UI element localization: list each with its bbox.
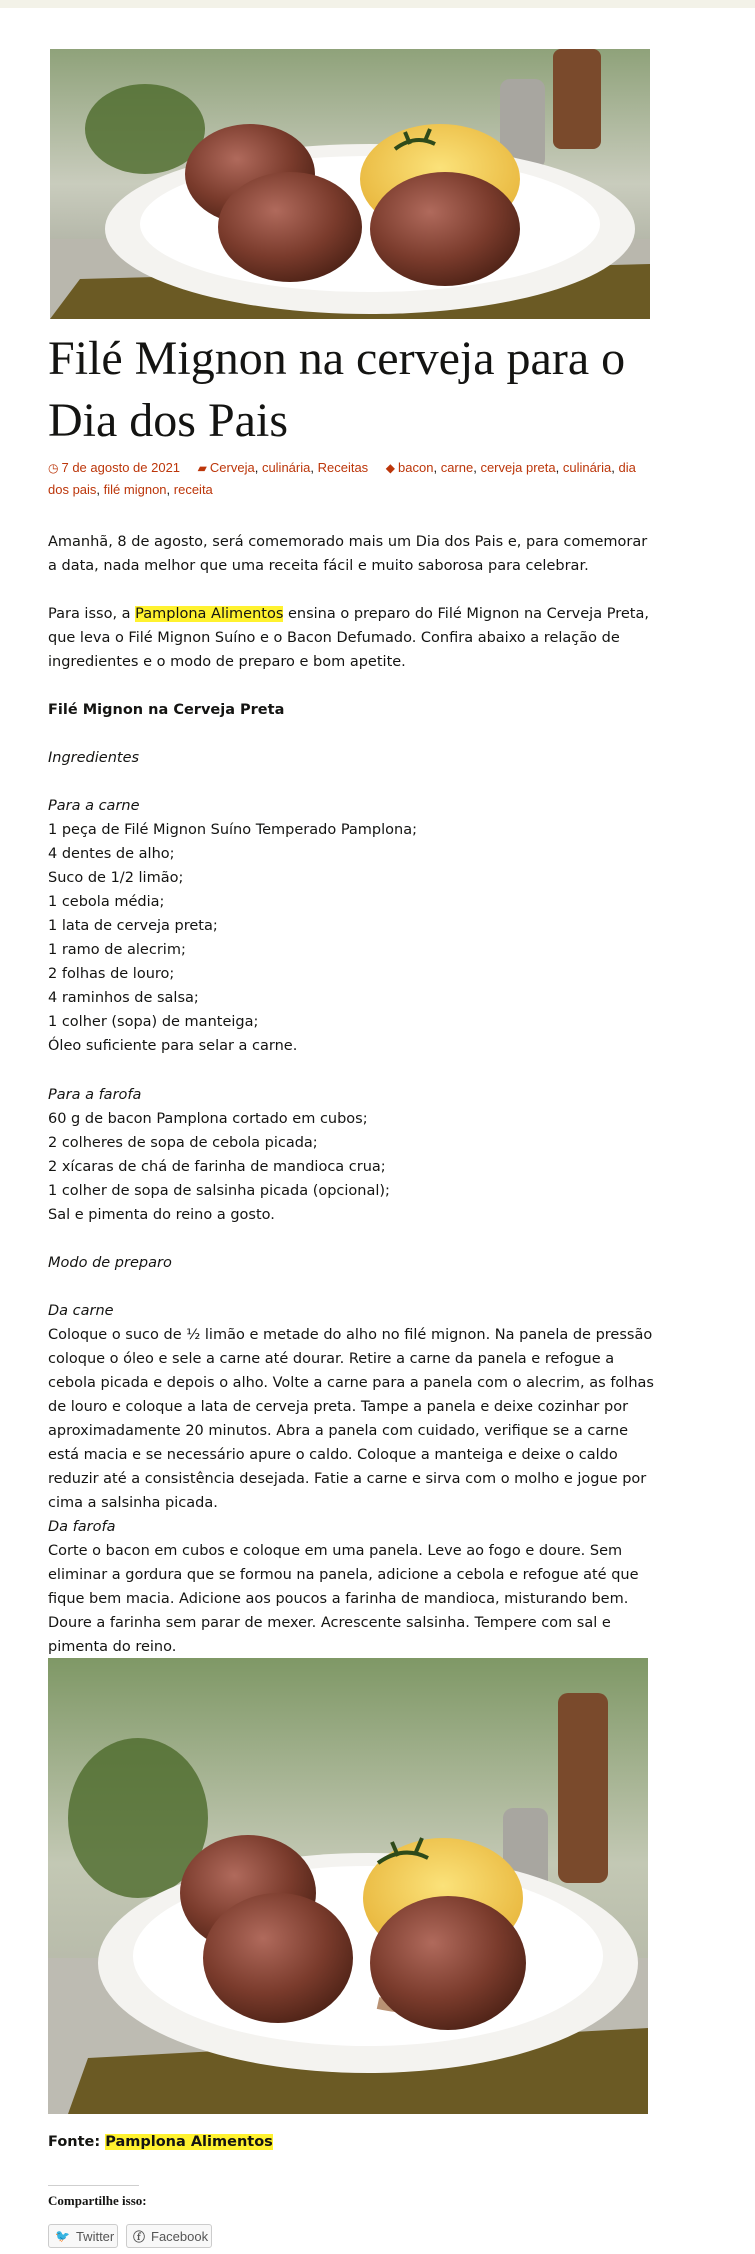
list-item: 60 g de bacon Pamplona cortado em cubos; bbox=[48, 1111, 368, 1127]
facebook-share-button[interactable] bbox=[126, 2224, 212, 2248]
tag-link[interactable]: culinária bbox=[562, 460, 612, 475]
pamplona-link[interactable]: Pamplona Alimentos bbox=[135, 606, 284, 622]
para2-text-rest: ensina o preparo do Filé Mignon na Cerveja Preta, que leva o Filé Mignon Suíno e o Bacon Defumado. Confira abaixo a relação de ingredientes e o modo de preparo e bom apetite. bbox=[48, 606, 649, 670]
twitter-icon: 🐦 bbox=[55, 2229, 70, 2243]
top-bar bbox=[0, 0, 755, 8]
post-title[interactable]: Filé Mignon na cerveja para o Dia dos Pais bbox=[48, 332, 626, 447]
share-title: Compartilhe isso: bbox=[48, 2193, 147, 2208]
list-item: 2 xícaras de chá de farinha de mandioca crua; bbox=[48, 1159, 386, 1175]
tag-icon: ◆ bbox=[385, 461, 396, 475]
tag-link[interactable]: receita bbox=[173, 482, 213, 497]
da-farofa-heading: Da farofa bbox=[48, 1519, 116, 1535]
list-item: 4 dentes de alho; bbox=[48, 846, 175, 862]
list-item: Sal e pimenta do reino a gosto. bbox=[48, 1207, 275, 1223]
farofa-heading: Para a farofa bbox=[48, 1087, 142, 1103]
list-item: 1 colher (sopa) de manteiga; bbox=[48, 1014, 259, 1030]
carne-heading: Para a carne bbox=[48, 798, 140, 814]
list-item: 1 ramo de alecrim; bbox=[48, 942, 186, 958]
fonte-link[interactable]: Pamplona Alimentos bbox=[105, 2134, 273, 2150]
list-item: 1 lata de cerveja preta; bbox=[48, 918, 218, 934]
recipe-image[interactable] bbox=[48, 1658, 648, 2114]
para2-text: Para isso, a bbox=[48, 606, 136, 622]
list-item: 4 raminhos de salsa; bbox=[48, 990, 199, 1006]
twitter-share-button[interactable] bbox=[48, 2224, 118, 2248]
carne-ingredients bbox=[48, 794, 658, 1058]
tag-link[interactable]: cerveja preta bbox=[480, 460, 556, 475]
da-carne-section bbox=[48, 1299, 658, 1515]
tag-link[interactable]: filé mignon bbox=[103, 482, 167, 497]
farofa-ingredients bbox=[48, 1083, 658, 1227]
post-date-link[interactable]: 7 de agosto de 2021 bbox=[61, 460, 181, 475]
modo-heading bbox=[48, 1251, 658, 1275]
da-farofa-text: Corte o bacon em cubos e coloque em uma panela. Leve ao fogo e doure. Sem eliminar a gordura que se formou na panela, adicione a cebola e refogue até que fique bem macia. Adicione aos poucos a farinha de mandioca, misturando bem. Doure a farinha sem parar de mexer. Acrescente salsinha. Tempere com sal e pimenta do reino. bbox=[48, 1543, 639, 1655]
intro-paragraph bbox=[48, 530, 658, 578]
category-link[interactable]: Receitas bbox=[317, 460, 369, 475]
recipe-title bbox=[48, 698, 658, 722]
da-farofa-section bbox=[48, 1515, 658, 1659]
list-item: 1 cebola média; bbox=[48, 894, 165, 910]
fonte-label: Fonte: bbox=[48, 2134, 101, 2150]
category-link[interactable]: Cerveja bbox=[209, 460, 255, 475]
recipe-title-text: Filé Mignon na Cerveja Preta bbox=[48, 702, 285, 718]
intro-text: Amanhã, 8 de agosto, será comemorado mais um Dia dos Pais e, para comemorar a data, nada melhor que uma receita fácil e muito saborosa para celebrar. bbox=[48, 534, 648, 574]
twitter-label: Twitter bbox=[75, 2228, 115, 2244]
list-item: 1 peça de Filé Mignon Suíno Temperado Pamplona; bbox=[48, 822, 417, 838]
list-item: Óleo suficiente para selar a carne. bbox=[48, 1038, 298, 1054]
list-item: Suco de 1/2 limão; bbox=[48, 870, 184, 886]
da-carne-heading: Da carne bbox=[48, 1303, 114, 1319]
tag-link[interactable]: dia dos pais bbox=[48, 460, 636, 497]
share-divider bbox=[48, 2185, 139, 2186]
fonte-line bbox=[48, 2130, 658, 2154]
folder-icon: ▰ bbox=[197, 461, 207, 475]
da-carne-text: Coloque o suco de ½ limão e metade do alho no filé mignon. Na panela de pressão coloque o óleo e sele a carne até dourar. Retire a carne da panela e refogue a cebola picada e depois o alho. Volte a carne para a panela com o alecrim, as folhas de louro e coloque a lata de cerveja preta. Tampe a panela e deixe cozinhar por aproximadamente 20 minutos. Abra a panela com cuidado, verifique se a carne está macia e se necessário apure o caldo. Coloque a manteiga e deixe o caldo reduzir até a consistência desejada. Fatie a carne e sirva com o molho e jogue por cima a salsinha picada. bbox=[48, 1327, 654, 1511]
category-link[interactable]: culinária bbox=[261, 460, 311, 475]
ingredients-heading-text: Ingredientes bbox=[48, 750, 140, 766]
facebook-label: Facebook bbox=[151, 2228, 209, 2244]
tag-link[interactable]: carne bbox=[440, 460, 474, 475]
list-item: 2 folhas de louro; bbox=[48, 966, 175, 982]
clock-icon: ◷ bbox=[48, 461, 59, 475]
featured-image[interactable] bbox=[50, 49, 650, 319]
ingredients-heading bbox=[48, 746, 658, 770]
facebook-icon: ⓕ bbox=[133, 2229, 146, 2244]
paragraph-2 bbox=[48, 602, 658, 674]
tag-link[interactable]: bacon bbox=[398, 460, 434, 475]
modo-heading-text: Modo de preparo bbox=[48, 1255, 172, 1271]
list-item: 2 colheres de sopa de cebola picada; bbox=[48, 1135, 318, 1151]
post-meta: ◷ 7 de agosto de 2021 ▰ Cerveja, culinária, Receitas ◆ bacon, carne, cerveja preta, culinária, dia dos pais, filé mignon, receita bbox=[48, 460, 636, 497]
list-item: 1 colher de sopa de salsinha picada (opcional); bbox=[48, 1183, 390, 1199]
